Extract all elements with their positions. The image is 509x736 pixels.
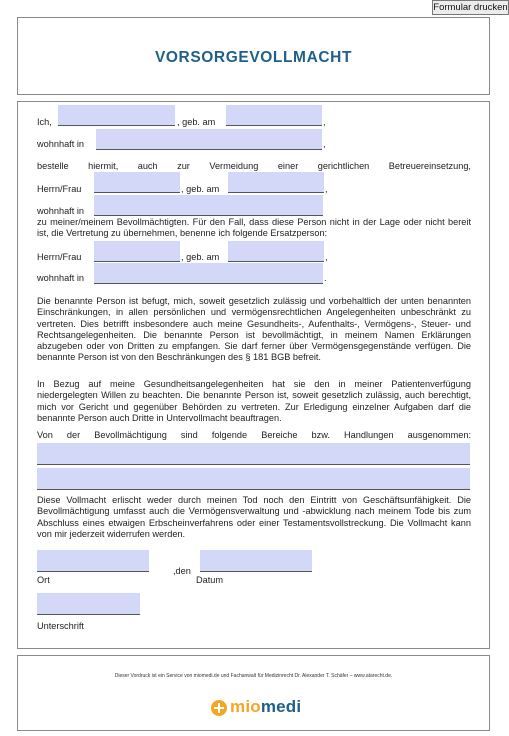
label-ort: Ort: [37, 575, 50, 585]
label-wohnhaft-1: wohnhaft in: [37, 139, 84, 149]
signature-field[interactable]: [37, 593, 140, 615]
label-herr-frau-2: Herrn/Frau: [37, 252, 82, 262]
authority-paragraph: Die benannte Person ist befugt, mich, soweit gesetzlich zulässig und vorbehaltlich der unten benannten Einschränkungen, in allen persönlichen und vermögensrechtlichen Angelegenheiten unbeschränkt zu vertreten. Dies betrifft insbesondere auch meine Gesundheits-, Aufenthalts-, Vermögens-, Steuer- und Rechtsangelegenheiten. Die benannte Person ist bevollmächtigt, in meinem Namen Erklärungen abzugeben oder von Dritten zu empfangen. Sie darf ferner über Vermögensgegenstände verfügen. Die benannte Person ist von den Beschränkungen des § 181 BGB befreit.: [37, 296, 471, 363]
logo-text-mio: mio: [230, 697, 261, 716]
plus-icon: [211, 700, 227, 716]
appointment-text: bestelle hiermit, auch zur Vermeidung einer gerichtlichen Betreuereinsetzung,: [37, 161, 471, 171]
health-paragraph: In Bezug auf meine Gesundheitsangelegenheiten hat sie den in meiner Patientenverfügung niedergelegten Willen zu beachten. Die benannte Person ist, soweit gesetzlich zulässig, auch berechtigt, mich vor Gericht und gegenüber Behörden zu vertreten. Zur Erledigung einzelner Aufgaben darf die benannte Person auch Dritte in Untervollmacht beauftragen.: [37, 379, 471, 423]
document-title: VORSORGEVOLLMACHT: [154, 49, 353, 66]
label-geb-am-2: , geb. am: [181, 184, 220, 194]
title-panel: [17, 17, 490, 95]
print-form-button[interactable]: Formular drucken: [433, 2, 508, 13]
exclusions-label: Von der Bevollmächtigung sind folgende Bereiche bzw. Handlungen ausgenommen:: [37, 430, 471, 440]
footer-panel: [17, 655, 490, 731]
place-field[interactable]: [37, 550, 149, 572]
label-wohnhaft-2: wohnhaft in: [37, 206, 84, 216]
principal-name-field[interactable]: [58, 105, 175, 126]
principal-birthdate-field[interactable]: [226, 105, 322, 126]
label-herr-frau-1: Herrn/Frau: [37, 184, 82, 194]
miomedi-logo: [211, 697, 321, 721]
validity-paragraph: Diese Vollmacht erlischt weder durch meinen Tod noch den Eintritt von Geschäftsunfähigkeit. Die Bevollmächtigung umfasst auch die Vermögensverwaltung und -abwicklung nach meinem Tode bis zum Abschluss eines etwaigen Erbscheinverfahrens oder einer Testamentsvollstreckung. Die Vollmacht kann von mir jederzeit widerrufen werden.: [37, 495, 471, 539]
substitute-name-field[interactable]: [94, 241, 180, 262]
label-unterschrift: Unterschrift: [37, 621, 84, 631]
label-den: ,den: [173, 566, 191, 576]
form-panel: [17, 101, 490, 649]
logo-text-medi: medi: [260, 697, 302, 716]
label-geb-am-1: , geb. am: [177, 117, 216, 127]
comma-2: ,: [323, 139, 326, 149]
logo-text: [230, 697, 301, 717]
footer-note: Dieser Vordruck ist ein Service von miomedi.de und Fachanwalt für Medizinrecht Dr. Alexander T. Schäfer – www.atarecht.de.: [114, 673, 393, 679]
comma-4: ,: [325, 252, 328, 262]
label-datum: Datum: [196, 575, 224, 585]
label-wohnhaft-3: wohnhaft in: [37, 273, 84, 283]
substitute-birthdate-field[interactable]: [228, 241, 324, 262]
comma-1: ,: [323, 117, 326, 127]
label-ich: Ich,: [37, 117, 52, 127]
comma-3: ,: [325, 184, 328, 194]
substitute-text: zu meiner/meinem Bevollmächtigten. Für den Fall, dass diese Person nicht in der Lage oder nicht bereit ist, die Vertretung zu übernehmen, benenne ich folgende Ersatzperson:: [37, 217, 471, 239]
label-geb-am-3: , geb. am: [181, 252, 220, 262]
substitute-address-field[interactable]: [94, 263, 323, 284]
agent-birthdate-field[interactable]: [228, 172, 324, 193]
principal-address-field[interactable]: [96, 129, 322, 150]
agent-name-field[interactable]: [94, 172, 180, 193]
exclusions-field-1[interactable]: [37, 443, 470, 465]
date-field[interactable]: [200, 550, 312, 572]
period-1: .: [324, 273, 327, 283]
agent-address-field[interactable]: [94, 195, 323, 216]
exclusions-field-2[interactable]: [37, 468, 470, 490]
